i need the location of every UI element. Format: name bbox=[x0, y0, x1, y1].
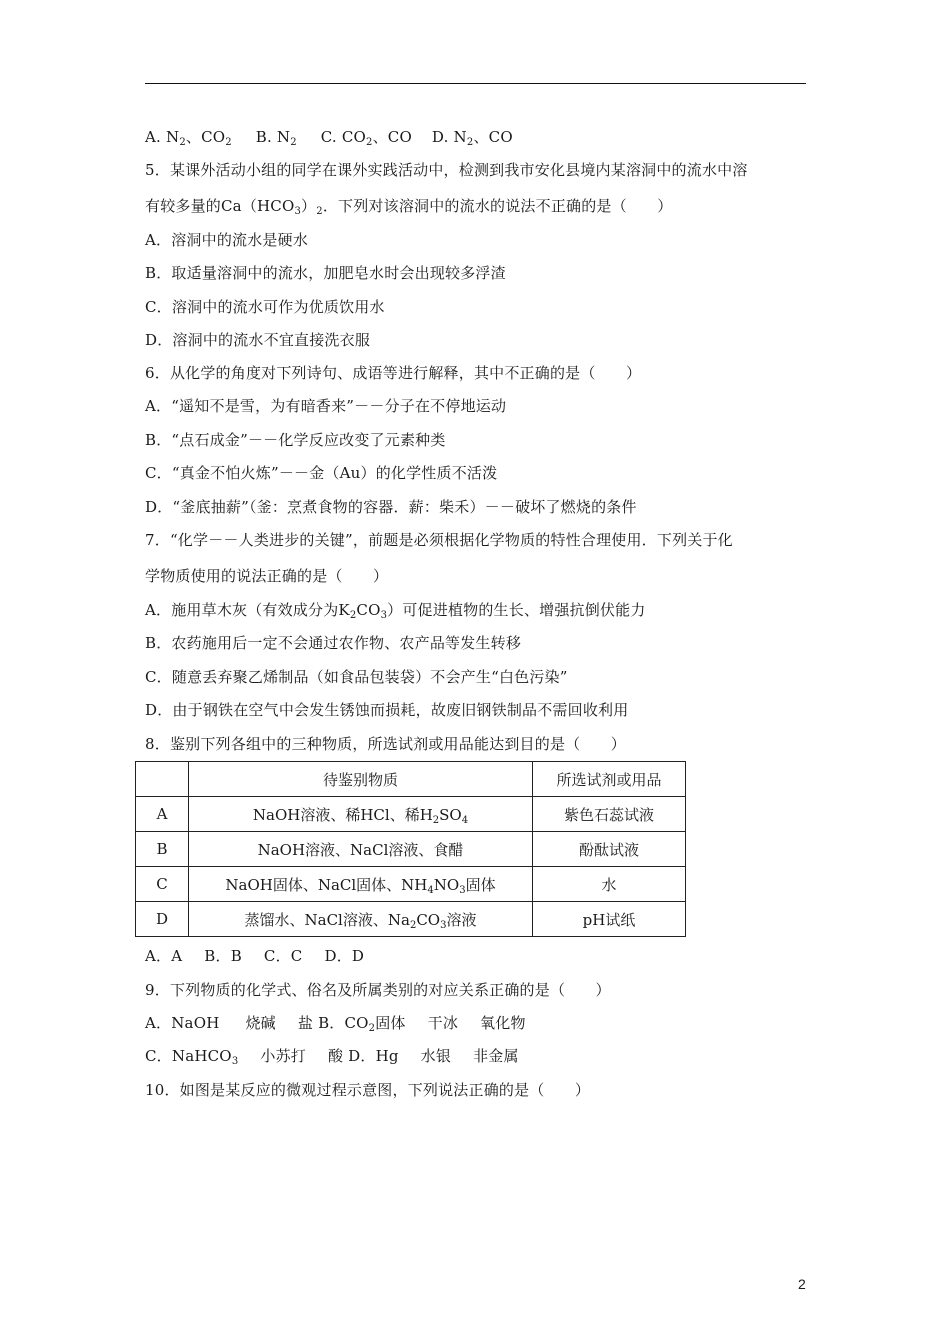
q9-options-cd: C．NaHCO$_3$ 小苏打 酸 D．Hg 水银 非金属 bbox=[145, 1047, 519, 1067]
table-cell-substances: NaOH溶液、稀HCl、稀$H_2SO_4$ bbox=[189, 797, 533, 832]
q8-table bbox=[135, 761, 686, 937]
table-cell-label: A bbox=[136, 797, 189, 832]
header-rule bbox=[145, 83, 806, 84]
q5-option-b: B．取适量溶洞中的流水，加肥皂水时会出现较多浮渣 bbox=[145, 264, 506, 282]
q7-option-b: B．农药施用后一定不会通过农作物、农产品等发生转移 bbox=[145, 634, 522, 652]
table-cell-reagent: 酚酞试液 bbox=[533, 832, 686, 867]
q5-stem-line2: 有较多量的$Ca(HCO_3)_2$．下列对该溶洞中的流水的说法不正确的是（ ） bbox=[145, 197, 673, 217]
table-header-cell: 待鉴别物质 bbox=[189, 762, 533, 797]
table-row bbox=[136, 832, 686, 867]
q8-stem: 8．鉴别下列各组中的三种物质，所选试剂或用品能达到目的是（ ） bbox=[145, 735, 626, 753]
table-row bbox=[136, 902, 686, 937]
q7-option-a: A．施用草木灰（有效成分为$K_2CO_3$）可促进植物的生长、增强抗倒伏能力 bbox=[145, 601, 646, 621]
q7-stem-line1: 7．“化学－－人类进步的关键”，前题是必须根据化学物质的特性合理使用．下列关于化 bbox=[145, 531, 733, 549]
q5-option-c: C．溶洞中的流水可作为优质饮用水 bbox=[145, 298, 385, 316]
q5-stem-line1: 5．某课外活动小组的同学在课外实践活动中，检测到我市安化县境内某溶洞中的流水中溶 bbox=[145, 161, 748, 179]
q6-option-b: B．“点石成金”－－化学反应改变了元素种类 bbox=[145, 431, 446, 449]
table-cell-reagent: 水 bbox=[533, 867, 686, 902]
q6-option-a: A．“遥知不是雪，为有暗香来”－－分子在不停地运动 bbox=[145, 397, 507, 415]
q10-stem: 10．如图是某反应的微观过程示意图，下列说法正确的是（ ） bbox=[145, 1081, 591, 1099]
q5-option-d: D．溶洞中的流水不宜直接洗衣服 bbox=[145, 331, 371, 349]
table-cell-substances: NaOH溶液、NaCl溶液、食醋 bbox=[189, 832, 533, 867]
table-cell-label: B bbox=[136, 832, 189, 867]
q7-stem-line2: 学物质使用的说法正确的是（ ） bbox=[145, 567, 389, 585]
q6-stem: 6．从化学的角度对下列诗句、成语等进行解释，其中不正确的是（ ） bbox=[145, 364, 642, 382]
q6-option-c: C．“真金不怕火炼”－－金（Au）的化学性质不活泼 bbox=[145, 464, 498, 482]
table-cell-substances: NaOH固体、NaCl固体、$NH_4NO_3$固体 bbox=[189, 867, 533, 902]
q8-options: A．A B．B C．C D．D bbox=[145, 947, 365, 965]
q7-option-c: C．随意丢弃聚乙烯制品（如食品包装袋）不会产生“白色污染” bbox=[145, 668, 568, 686]
q5-option-a: A．溶洞中的流水是硬水 bbox=[145, 231, 309, 249]
q6-option-d: D．“釜底抽薪”（釜：烹煮食物的容器．薪：柴禾）－－破坏了燃烧的条件 bbox=[145, 498, 637, 516]
table-row bbox=[136, 797, 686, 832]
q7-option-d: D．由于钢铁在空气中会发生锈蚀而损耗，故废旧钢铁制品不需回收利用 bbox=[145, 701, 629, 719]
table-header-row bbox=[136, 762, 686, 797]
table-cell-label: D bbox=[136, 902, 189, 937]
table-header-cell bbox=[136, 762, 189, 797]
page-number: 2 bbox=[798, 1276, 806, 1292]
table-header-cell: 所选试剂或用品 bbox=[533, 762, 686, 797]
table-cell-reagent: 紫色石蕊试液 bbox=[533, 797, 686, 832]
table-cell-reagent: pH试纸 bbox=[533, 902, 686, 937]
table-cell-label: C bbox=[136, 867, 189, 902]
q9-stem: 9．下列物质的化学式、俗名及所属类别的对应关系正确的是（ ） bbox=[145, 981, 611, 999]
table-cell-substances: 蒸馏水、NaCl溶液、$Na_2CO_3$溶液 bbox=[189, 902, 533, 937]
q4-options: A. $N_2$、$CO_2$ B. $N_2$ C. $CO_2$、CO D. $N_2$、CO bbox=[145, 128, 513, 148]
q9-options-ab: A．NaOH 烧碱 盐 B．$CO_2$固体 干冰 氧化物 bbox=[145, 1014, 526, 1034]
table-row bbox=[136, 867, 686, 902]
